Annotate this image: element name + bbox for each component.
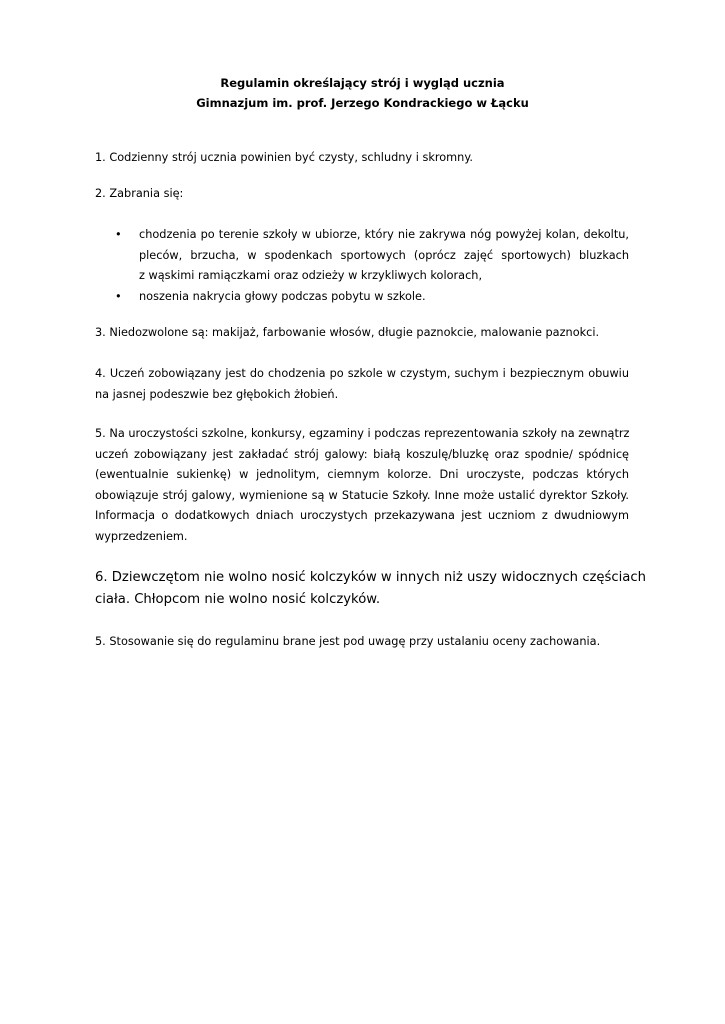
rule-5-line2: uczeń zobowiązany jest zakładać strój galowy: białą koszulę/bluzkę oraz spodnie/ spódnicę: [95, 447, 629, 461]
rule-5-line4: obowiązuje strój galowy, wymienione są w Statucie Szkoły. Inne może ustalić dyrektor Szkoły.: [95, 488, 629, 502]
bullet1-line2: pleców, brzucha, w spodenkach sportowych (oprócz zajęć sportowych) bluzkach: [139, 248, 629, 262]
rule-3: 3. Niedozwolone są: makijaż, farbowanie włosów, długie paznokcie, malowanie paznokci.: [95, 326, 600, 339]
list-item: [112, 287, 629, 308]
rule-5-line1: 5. Na uroczystości szkolne, konkursy, egzaminy i podczas reprezentowania szkoły na zewnątrz: [95, 427, 630, 440]
rule-5-line3: (ewentualnie sukienkę) w jednolitym, ciemnym kolorze. Dni uroczyste, podczas których: [95, 468, 629, 481]
list-item: [112, 225, 629, 287]
rule-5: [95, 424, 629, 547]
bullet1-line1: chodzenia po terenie szkoły w ubiorze, który nie zakrywa nóg powyżej kolan, dekoltu,: [139, 228, 629, 241]
bullet1-line3: z wąskimi ramiączkami oraz odzieży w krzykliwych kolorach,: [139, 269, 483, 282]
bullet2-line1: noszenia nakrycia głowy podczas pobytu w szkole.: [139, 289, 426, 303]
rule-5-line5: Informacja o dodatkowych dniach uroczystych przekazywana jest uczniom z dwudniowym: [95, 509, 629, 522]
bullet-icon: •: [115, 228, 122, 241]
document-title-line2: Gimnazjum im. prof. Jerzego Kondrackiego w Łącku: [196, 96, 529, 110]
rule-5-line6: wyprzedzeniem.: [95, 529, 188, 543]
bullet-icon: •: [115, 289, 122, 303]
rule-7: 5. Stosowanie się do regulaminu brane jest pod uwagę przy ustalaniu oceny zachowania.: [95, 635, 601, 648]
rule-4-line1: 4. Uczeń zobowiązany jest do chodzenia po szkole w czystym, suchym i bezpiecznym obuwiu: [95, 367, 629, 380]
rule-4-line2: na jasnej podeszwie bez głębokich żłobień.: [95, 387, 339, 401]
rule-6-line2: ciała. Chłopcom nie wolno nosić kolczyków.: [95, 591, 381, 607]
rule-1: 1. Codzienny strój ucznia powinien być czysty, schludny i skromny.: [95, 151, 474, 164]
document-title-line1: Regulamin określający strój i wygląd ucznia: [220, 76, 505, 90]
rule-6: [95, 567, 646, 610]
rule-6-line1: 6. Dziewczętom nie wolno nosić kolczyków w innych niż uszy widocznych częściach: [95, 570, 646, 585]
rule-2-list: [112, 225, 629, 307]
rule-4: [95, 364, 629, 405]
rule-2-heading: 2. Zabrania się:: [95, 187, 184, 200]
